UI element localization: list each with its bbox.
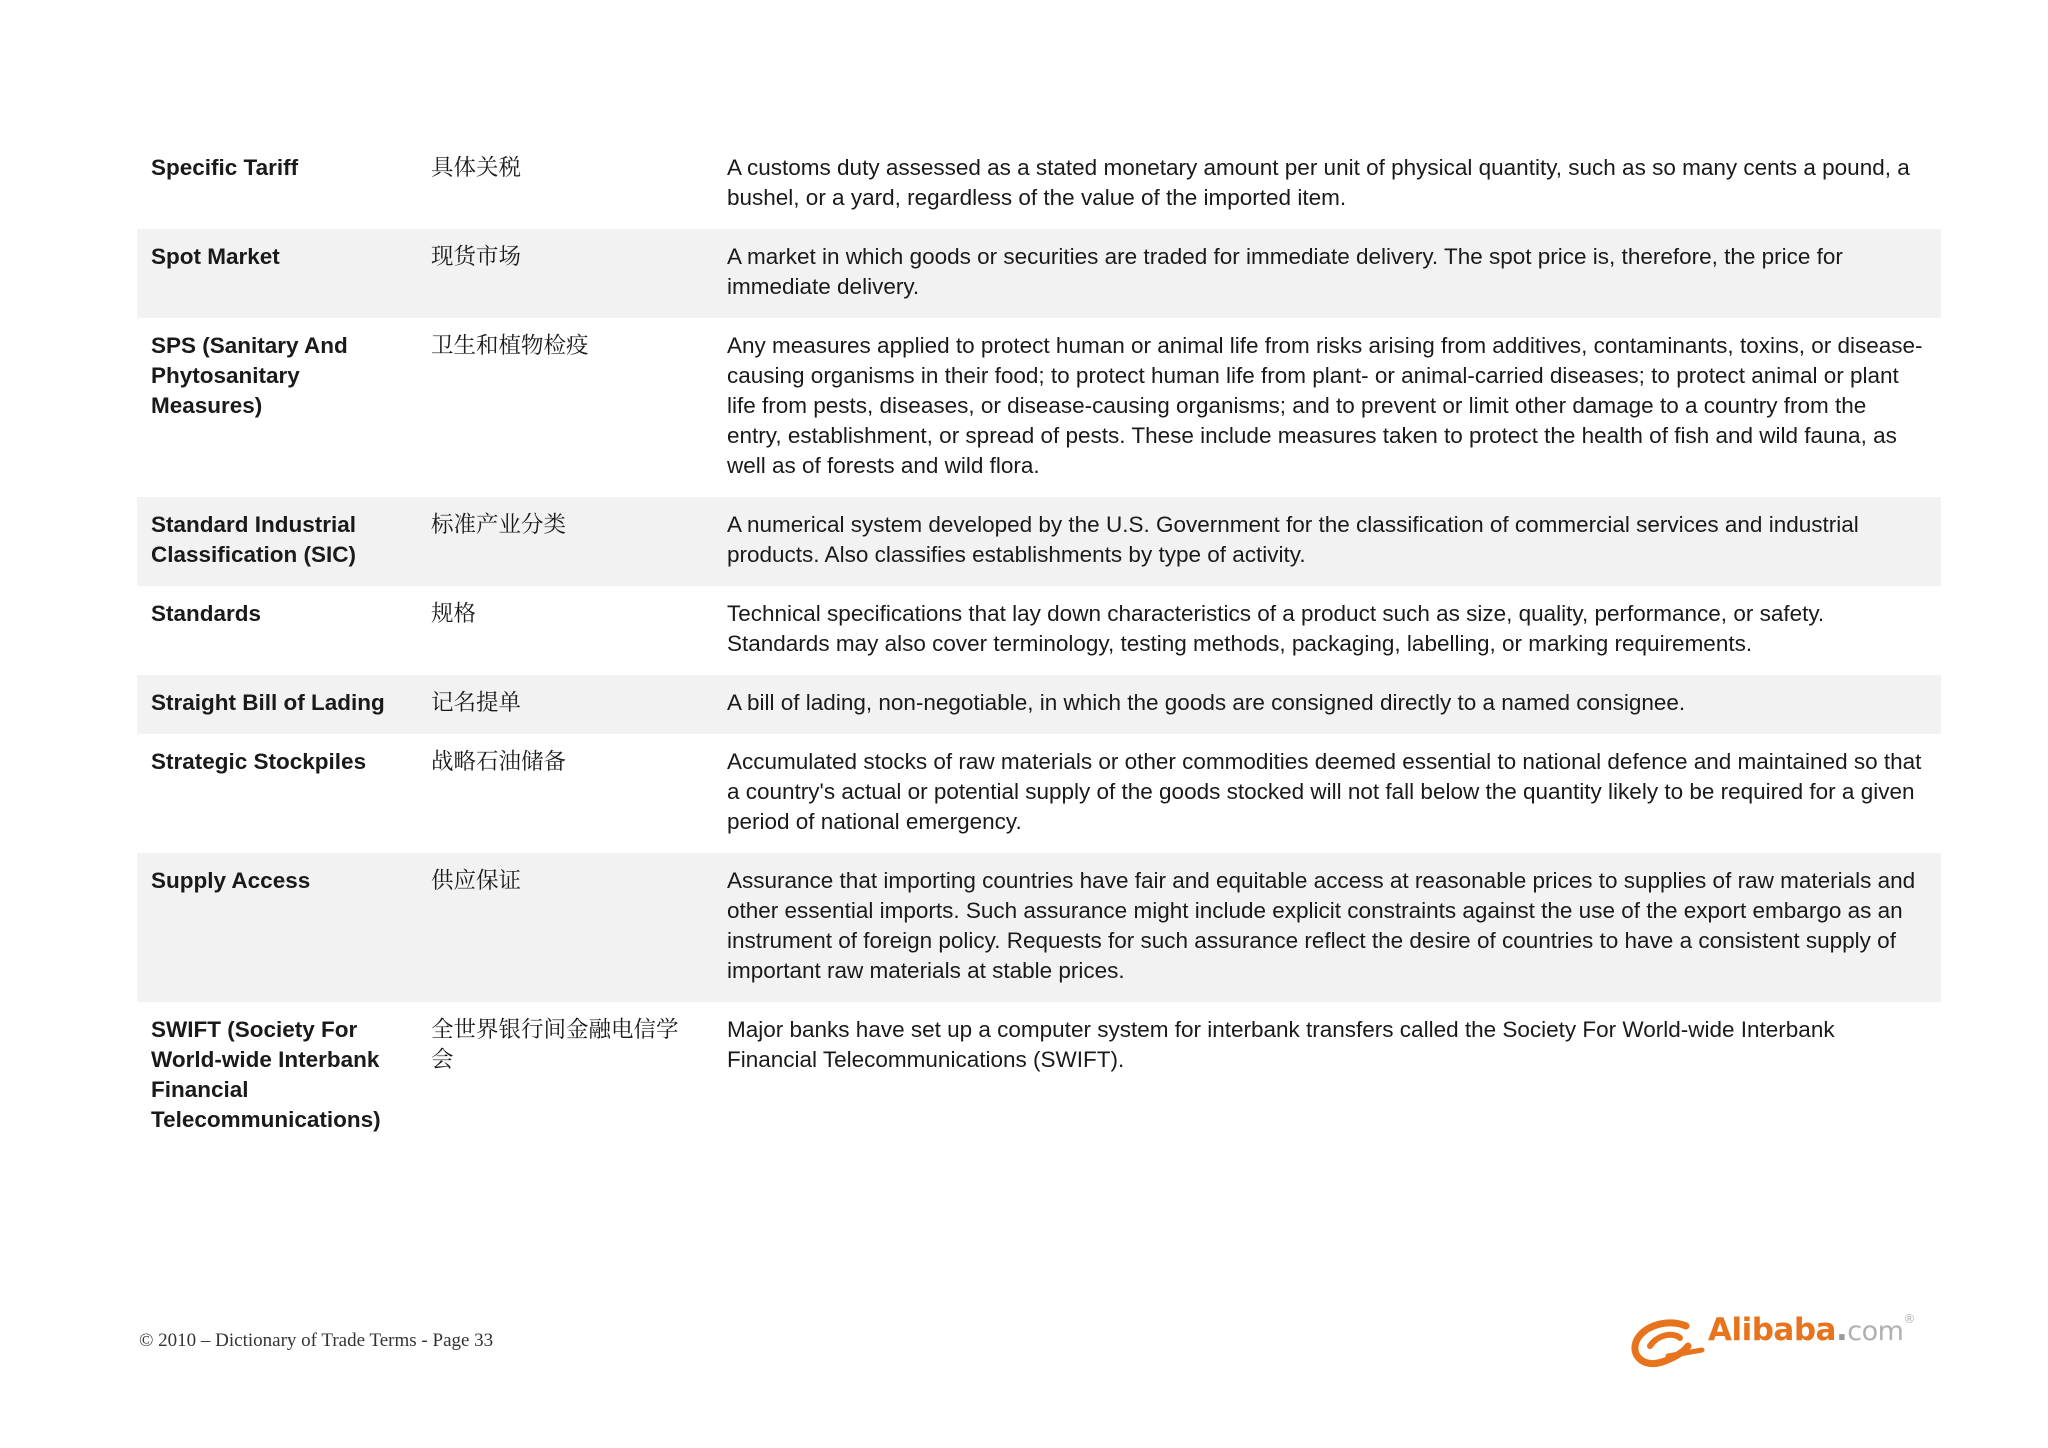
term-name: Supply Access bbox=[137, 853, 417, 1002]
term-name: Specific Tariff bbox=[151, 155, 299, 180]
term-definition: Major banks have set up a computer system for interbank transfers called the Society For World-wide Interbank Financial Telecommunications (SWIFT). bbox=[727, 1017, 1835, 1072]
term-definition: A bill of lading, non-negotiable, in which the goods are consigned directly to a named consignee. bbox=[713, 675, 1941, 734]
table-row bbox=[137, 734, 1941, 853]
logo-tld: com bbox=[1847, 1316, 1904, 1347]
term-definition: Accumulated stocks of raw materials or other commodities deemed essential to national defence and maintained so that a country's actual or potential supply of the goods stocked will not fall below the quantity likely to be required for a given period of national emergency. bbox=[727, 749, 1922, 834]
term-chinese: 现货市场 bbox=[417, 229, 713, 318]
table-row bbox=[137, 318, 1941, 497]
term-name: SWIFT (Society For World-wide Interbank Financial Telecommunications) bbox=[151, 1017, 381, 1132]
term-chinese: 具体关税 bbox=[431, 155, 522, 181]
term-chinese: 卫生和植物检疫 bbox=[431, 333, 589, 359]
term-chinese: 规格 bbox=[431, 601, 477, 627]
term-definition: Technical specifications that lay down characteristics of a product such as size, quality, performance, or safety. Standards may also cover terminology, testing methods, packaging, labelling, or marking requirements. bbox=[727, 601, 1825, 656]
term-definition: Any measures applied to protect human or animal life from risks arising from additives, contaminants, toxins, or disease-causing organisms in their food; to protect human life from plant- or animal-carried diseases; to protect animal or plant life from pests, diseases, or disease-causing organisms; and to prevent or limit other damage to a country from the entry, establishment, or spread of pests. These include measures taken to protect the health of fish and wild fauna, as well as of forests and wild flora. bbox=[727, 333, 1923, 478]
alibaba-logo bbox=[1628, 1308, 1928, 1378]
term-name: Standard Industrial Classification (SIC) bbox=[137, 497, 417, 586]
page-footer: © 2010 – Dictionary of Trade Terms - Page 33 bbox=[139, 1330, 494, 1351]
table-row bbox=[137, 140, 1941, 229]
table-row bbox=[137, 675, 1941, 734]
term-definition: A customs duty assessed as a stated monetary amount per unit of physical quantity, such as so many cents a pound, a bushel, or a yard, regardless of the value of the imported item. bbox=[727, 155, 1910, 210]
term-name: Straight Bill of Lading bbox=[137, 675, 417, 734]
term-chinese: 全世界银行间金融电信学会 bbox=[431, 1017, 679, 1073]
table-row bbox=[137, 1002, 1941, 1151]
table-row bbox=[137, 586, 1941, 675]
term-chinese: 记名提单 bbox=[417, 675, 713, 734]
term-definition: Assurance that importing countries have fair and equitable access at reasonable prices to supplies of raw materials and other essential imports. Such assurance might include explicit constraints against the use of the export embargo as an instrument of foreign policy. Requests for such assurance reflect the desire of countries to have a consistent supply of important raw materials at stable prices. bbox=[713, 853, 1941, 1002]
terms-body bbox=[137, 140, 1941, 1151]
alibaba-e-icon bbox=[1628, 1312, 1708, 1374]
table-row bbox=[137, 497, 1941, 586]
logo-name: Alibaba bbox=[1708, 1312, 1836, 1348]
term-chinese: 标准产业分类 bbox=[417, 497, 713, 586]
term-chinese: 战略石油储备 bbox=[431, 749, 567, 775]
logo-dot: . bbox=[1835, 1312, 1848, 1348]
term-definition: A numerical system developed by the U.S. Government for the classification of commercial services and industrial products. Also classifies establishments by type of activity. bbox=[713, 497, 1941, 586]
term-chinese: 供应保证 bbox=[417, 853, 713, 1002]
term-name: SPS (Sanitary And Phytosanitary Measures) bbox=[151, 333, 348, 418]
table-row bbox=[137, 229, 1941, 318]
term-definition: A market in which goods or securities are traded for immediate delivery. The spot price is, therefore, the price for immediate delivery. bbox=[713, 229, 1941, 318]
term-name: Standards bbox=[151, 601, 262, 626]
term-name: Strategic Stockpiles bbox=[151, 749, 367, 774]
logo-registered-mark: ® bbox=[1903, 1312, 1915, 1326]
table-row bbox=[137, 853, 1941, 1002]
terms-table bbox=[137, 140, 1941, 1151]
alibaba-wordmark bbox=[1708, 1312, 1915, 1348]
term-name: Spot Market bbox=[137, 229, 417, 318]
